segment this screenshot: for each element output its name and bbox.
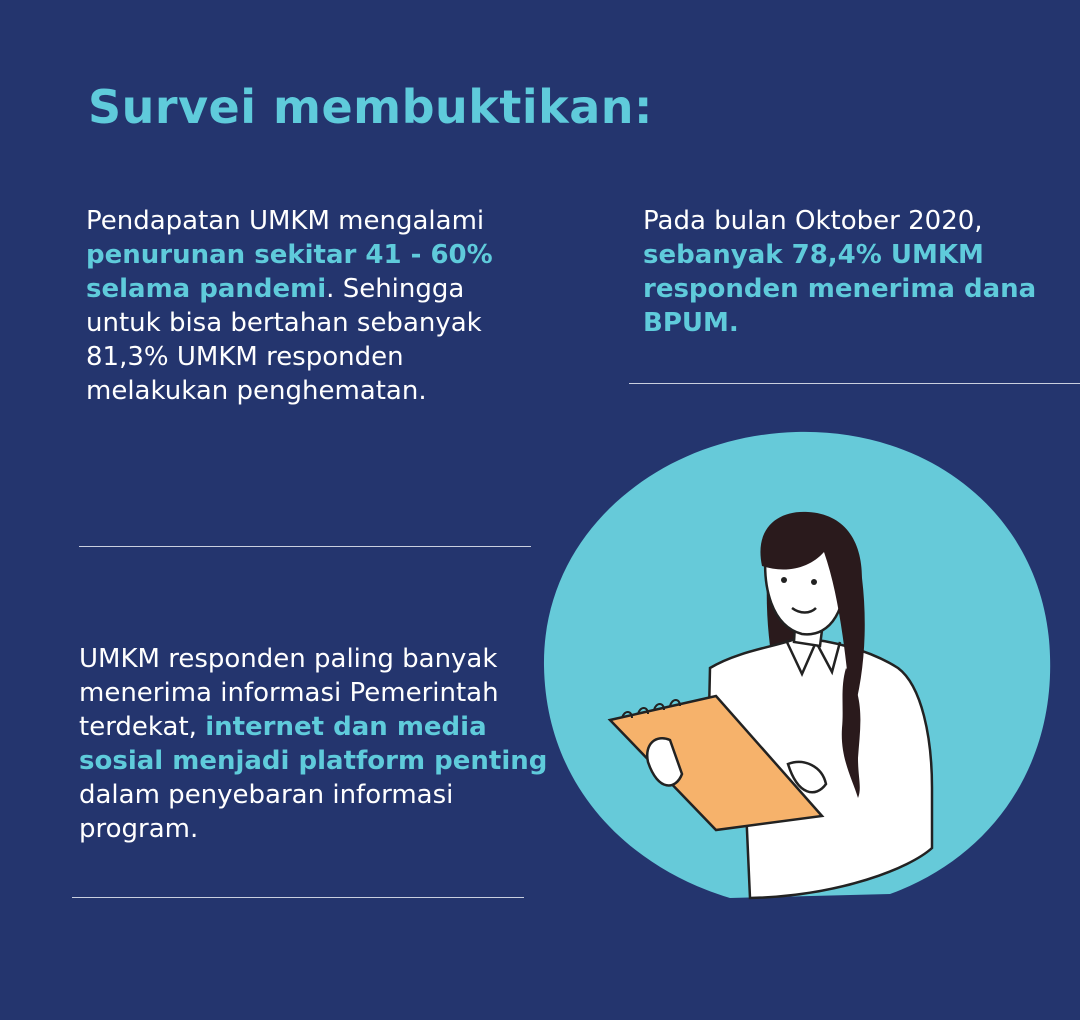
- stat-revenue-highlight: penurunan sekitar 41 - 60% selama pandemi: [86, 240, 493, 304]
- eye-right: [811, 579, 817, 585]
- stat-revenue-decline: [86, 204, 506, 408]
- stat-revenue-text-1: Pendapatan UMKM mengalami: [86, 206, 485, 236]
- stat-bpum-highlight: sebanyak 78,4% UMKM responden menerima dana BPUM.: [643, 240, 1037, 338]
- eye-left: [781, 577, 787, 583]
- woman-reading-clipboard-illustration: [540, 428, 1052, 906]
- page-title: Survei membuktikan:: [88, 80, 653, 134]
- stat-bpum-funds: [643, 204, 1063, 340]
- divider-left-top: [79, 546, 531, 547]
- divider-left-bottom: [72, 897, 524, 898]
- stat-info-highlight: internet dan media sosial menjadi platform penting: [79, 712, 548, 776]
- divider-right: [629, 383, 1080, 384]
- stat-revenue-text-2: . Sehingga untuk bisa bertahan sebanyak 81,3% UMKM responden melakukan penghematan.: [86, 274, 482, 406]
- stat-information-source: [79, 642, 559, 846]
- stat-info-text-1: UMKM responden paling banyak menerima informasi Pemerintah terdekat,: [79, 644, 499, 742]
- stat-info-text-2: dalam penyebaran informasi program.: [79, 780, 454, 844]
- stat-bpum-text-1: Pada bulan Oktober 2020,: [643, 206, 983, 236]
